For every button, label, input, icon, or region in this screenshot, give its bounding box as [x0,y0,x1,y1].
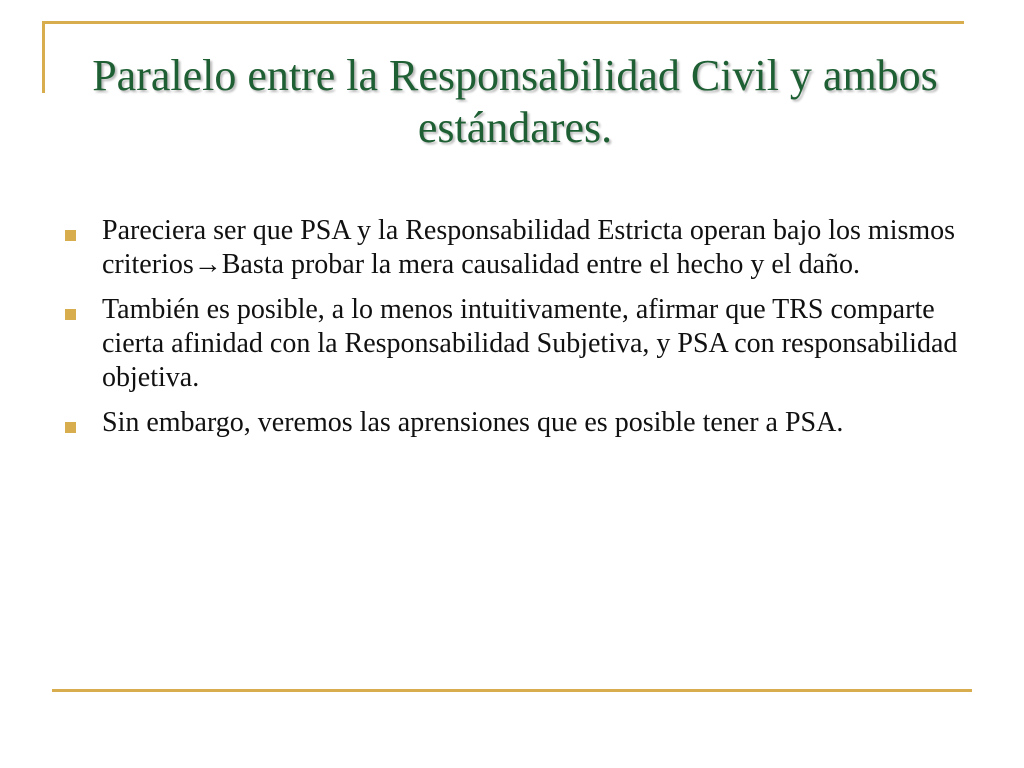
bullet-text: También es posible, a lo menos intuitivamente, afirmar que TRS comparte cierta afinidad con la Responsabilidad Subjetiva, y PSA con responsabilidad objetiva. [102,294,958,393]
square-bullet-icon [65,309,76,320]
square-bullet-icon [65,422,76,433]
bullet-item [60,214,970,282]
top-border-line [42,21,964,24]
bullet-item [60,406,970,440]
slide-title: Paralelo entre la Responsabilidad Civil y ambos estándares. [92,51,938,152]
bullet-list [60,214,970,440]
bullet-text: Pareciera ser que PSA y la Responsabilidad Estricta operan bajo los mismos criterios→Basta probar la mera causalidad entre el hecho y el daño. [102,215,956,280]
bullet-item [60,293,970,395]
bottom-border-line [52,689,972,692]
slide-content [60,214,970,451]
left-border-line [42,21,45,93]
square-bullet-icon [65,230,76,241]
bullet-text: Sin embargo, veremos las aprensiones que es posible tener a PSA. [102,407,844,438]
